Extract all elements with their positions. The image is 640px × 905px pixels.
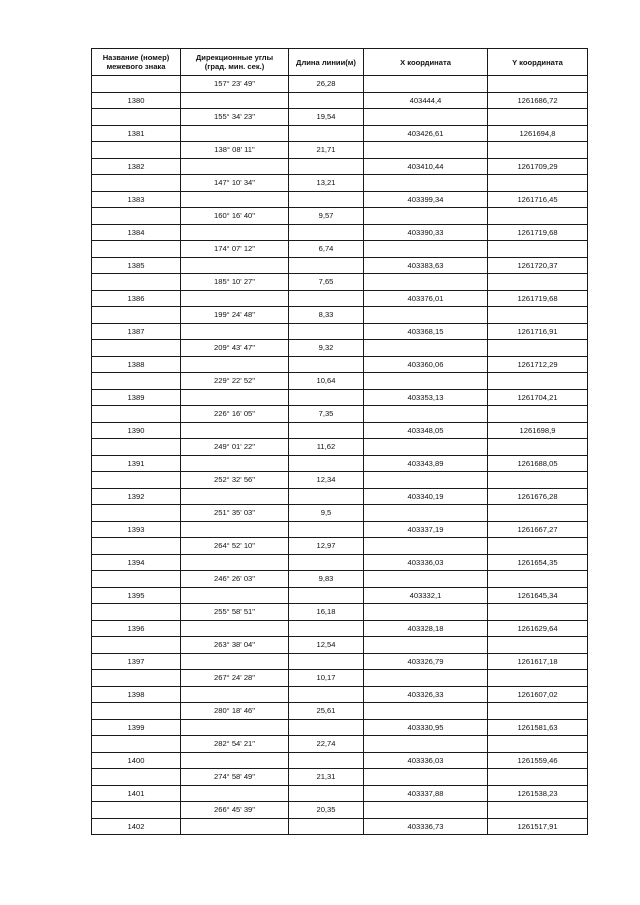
cell-point-name [92, 670, 181, 687]
header-line-length: Длина линии(м) [289, 49, 364, 76]
cell-direction-angle: 274° 58' 49" [181, 769, 289, 786]
cell-y-coordinate [488, 175, 588, 192]
table-row [92, 142, 588, 159]
cell-line-length: 21,31 [289, 769, 364, 786]
cell-direction-angle [181, 521, 289, 538]
cell-point-name: 1388 [92, 356, 181, 373]
cell-direction-angle: 282° 54' 21" [181, 736, 289, 753]
table-row [92, 455, 588, 472]
cell-x-coordinate: 403336,73 [364, 818, 488, 835]
cell-direction-angle [181, 257, 289, 274]
cell-direction-angle: 246° 26' 03" [181, 571, 289, 588]
header-direction-angle [181, 49, 289, 76]
cell-direction-angle [181, 686, 289, 703]
cell-x-coordinate [364, 142, 488, 159]
cell-direction-angle: 147° 10' 34" [181, 175, 289, 192]
cell-direction-angle [181, 587, 289, 604]
cell-x-coordinate: 403336,03 [364, 752, 488, 769]
table-row [92, 340, 588, 357]
cell-direction-angle [181, 488, 289, 505]
cell-line-length [289, 422, 364, 439]
cell-line-length [289, 257, 364, 274]
header-direction-angle-line1: Дирекционные углы [195, 53, 274, 62]
table-row [92, 802, 588, 819]
cell-point-name: 1401 [92, 785, 181, 802]
cell-y-coordinate: 1261704,21 [488, 389, 588, 406]
cell-y-coordinate [488, 439, 588, 456]
cell-direction-angle: 199° 24' 48" [181, 307, 289, 324]
cell-line-length [289, 818, 364, 835]
cell-point-name: 1380 [92, 92, 181, 109]
cell-x-coordinate: 403326,33 [364, 686, 488, 703]
cell-point-name: 1390 [92, 422, 181, 439]
cell-point-name: 1386 [92, 290, 181, 307]
cell-point-name: 1400 [92, 752, 181, 769]
cell-x-coordinate [364, 571, 488, 588]
cell-point-name [92, 208, 181, 225]
cell-x-coordinate: 403353,13 [364, 389, 488, 406]
cell-line-length: 26,28 [289, 76, 364, 93]
cell-line-length [289, 488, 364, 505]
cell-x-coordinate: 403383,63 [364, 257, 488, 274]
cell-y-coordinate [488, 208, 588, 225]
cell-x-coordinate [364, 538, 488, 555]
cell-x-coordinate: 403390,33 [364, 224, 488, 241]
table-body [92, 76, 588, 835]
cell-line-length [289, 521, 364, 538]
cell-x-coordinate: 403332,1 [364, 587, 488, 604]
table-row [92, 389, 588, 406]
cell-x-coordinate: 403326,79 [364, 653, 488, 670]
table-row [92, 274, 588, 291]
cell-direction-angle: 249° 01' 22" [181, 439, 289, 456]
cell-line-length: 12,97 [289, 538, 364, 555]
cell-line-length [289, 191, 364, 208]
cell-direction-angle: 267° 24' 28" [181, 670, 289, 687]
cell-direction-angle [181, 620, 289, 637]
cell-x-coordinate: 403343,89 [364, 455, 488, 472]
cell-point-name: 1398 [92, 686, 181, 703]
cell-direction-angle [181, 422, 289, 439]
table-row [92, 356, 588, 373]
cell-line-length: 13,21 [289, 175, 364, 192]
cell-point-name: 1395 [92, 587, 181, 604]
cell-y-coordinate [488, 274, 588, 291]
cell-y-coordinate [488, 670, 588, 687]
cell-direction-angle [181, 290, 289, 307]
cell-x-coordinate [364, 472, 488, 489]
cell-line-length [289, 356, 364, 373]
cell-point-name [92, 241, 181, 258]
cell-y-coordinate: 1261719,68 [488, 290, 588, 307]
table-row [92, 620, 588, 637]
table-row [92, 323, 588, 340]
table-row [92, 736, 588, 753]
cell-line-length: 25,61 [289, 703, 364, 720]
table-row [92, 818, 588, 835]
table-row [92, 241, 588, 258]
cell-direction-angle [181, 125, 289, 142]
table-row [92, 373, 588, 390]
cell-y-coordinate [488, 340, 588, 357]
cell-y-coordinate [488, 571, 588, 588]
table-row [92, 785, 588, 802]
table-row [92, 604, 588, 621]
cell-x-coordinate [364, 802, 488, 819]
table-row [92, 422, 588, 439]
cell-line-length: 11,62 [289, 439, 364, 456]
cell-x-coordinate [364, 76, 488, 93]
cell-line-length [289, 224, 364, 241]
cell-y-coordinate: 1261517,91 [488, 818, 588, 835]
cell-direction-angle [181, 224, 289, 241]
cell-x-coordinate [364, 373, 488, 390]
cell-y-coordinate [488, 802, 588, 819]
cell-x-coordinate [364, 241, 488, 258]
cell-line-length: 12,54 [289, 637, 364, 654]
header-row [92, 49, 588, 76]
cell-y-coordinate [488, 604, 588, 621]
cell-x-coordinate: 403399,34 [364, 191, 488, 208]
cell-x-coordinate [364, 703, 488, 720]
cell-line-length: 22,74 [289, 736, 364, 753]
table-row [92, 191, 588, 208]
cell-point-name [92, 109, 181, 126]
cell-direction-angle [181, 653, 289, 670]
cell-point-name [92, 472, 181, 489]
table-row [92, 587, 588, 604]
cell-line-length: 21,71 [289, 142, 364, 159]
cell-y-coordinate: 1261654,35 [488, 554, 588, 571]
cell-line-length: 9,57 [289, 208, 364, 225]
cell-direction-angle [181, 554, 289, 571]
cell-x-coordinate: 403330,95 [364, 719, 488, 736]
cell-line-length [289, 92, 364, 109]
cell-direction-angle: 157° 23' 49" [181, 76, 289, 93]
cell-direction-angle: 263° 38' 04" [181, 637, 289, 654]
table-row [92, 538, 588, 555]
cell-point-name [92, 703, 181, 720]
cell-y-coordinate [488, 406, 588, 423]
cell-line-length [289, 719, 364, 736]
cell-point-name: 1385 [92, 257, 181, 274]
header-x-coordinate: X координата [364, 49, 488, 76]
cell-line-length: 9,5 [289, 505, 364, 522]
cell-line-length: 9,83 [289, 571, 364, 588]
cell-x-coordinate [364, 769, 488, 786]
cell-y-coordinate [488, 538, 588, 555]
cell-y-coordinate [488, 373, 588, 390]
table-row [92, 670, 588, 687]
table-row [92, 505, 588, 522]
cell-point-name [92, 406, 181, 423]
cell-x-coordinate: 403348,05 [364, 422, 488, 439]
cell-y-coordinate: 1261617,18 [488, 653, 588, 670]
cell-line-length [289, 554, 364, 571]
header-point-name-line1: Название (номер) [102, 53, 170, 62]
cell-line-length: 19,54 [289, 109, 364, 126]
cell-direction-angle: 266° 45' 39" [181, 802, 289, 819]
cell-line-length: 7,35 [289, 406, 364, 423]
cell-direction-angle: 155° 34' 23" [181, 109, 289, 126]
table-row [92, 439, 588, 456]
cell-point-name: 1392 [92, 488, 181, 505]
cell-direction-angle [181, 818, 289, 835]
cell-y-coordinate [488, 142, 588, 159]
cell-x-coordinate [364, 340, 488, 357]
table-row [92, 686, 588, 703]
cell-y-coordinate: 1261667,27 [488, 521, 588, 538]
cell-point-name [92, 274, 181, 291]
cell-point-name: 1402 [92, 818, 181, 835]
cell-y-coordinate [488, 703, 588, 720]
cell-x-coordinate: 403337,19 [364, 521, 488, 538]
cell-direction-angle [181, 356, 289, 373]
cell-x-coordinate [364, 406, 488, 423]
cell-direction-angle: 229° 22' 52" [181, 373, 289, 390]
cell-point-name: 1387 [92, 323, 181, 340]
cell-y-coordinate: 1261712,29 [488, 356, 588, 373]
cell-y-coordinate: 1261676,28 [488, 488, 588, 505]
cell-point-name [92, 439, 181, 456]
cell-point-name [92, 175, 181, 192]
cell-y-coordinate [488, 769, 588, 786]
cell-point-name [92, 637, 181, 654]
cell-direction-angle: 185° 10' 27" [181, 274, 289, 291]
cell-line-length [289, 620, 364, 637]
cell-point-name [92, 538, 181, 555]
cell-y-coordinate [488, 637, 588, 654]
coordinates-table [91, 48, 588, 835]
header-point-name [92, 49, 181, 76]
cell-direction-angle: 251° 35' 03" [181, 505, 289, 522]
table-row [92, 257, 588, 274]
header-y-coordinate: Y координата [488, 49, 588, 76]
table-row [92, 125, 588, 142]
cell-y-coordinate [488, 307, 588, 324]
cell-direction-angle [181, 158, 289, 175]
table-row [92, 521, 588, 538]
table-row [92, 224, 588, 241]
cell-direction-angle: 226° 16' 05" [181, 406, 289, 423]
cell-direction-angle: 264° 52' 10" [181, 538, 289, 555]
cell-point-name: 1383 [92, 191, 181, 208]
cell-x-coordinate [364, 670, 488, 687]
cell-x-coordinate: 403376,01 [364, 290, 488, 307]
cell-y-coordinate: 1261694,8 [488, 125, 588, 142]
cell-y-coordinate: 1261716,91 [488, 323, 588, 340]
table-row [92, 637, 588, 654]
table-row [92, 554, 588, 571]
cell-line-length [289, 455, 364, 472]
cell-line-length [289, 323, 364, 340]
cell-y-coordinate: 1261538,23 [488, 785, 588, 802]
cell-line-length [289, 686, 364, 703]
cell-point-name: 1384 [92, 224, 181, 241]
cell-point-name [92, 769, 181, 786]
cell-y-coordinate: 1261698,9 [488, 422, 588, 439]
cell-y-coordinate: 1261709,29 [488, 158, 588, 175]
table-row [92, 307, 588, 324]
header-direction-angle-line2: (град. мин. сек.) [204, 62, 265, 71]
cell-x-coordinate [364, 637, 488, 654]
cell-point-name: 1397 [92, 653, 181, 670]
cell-x-coordinate: 403410,44 [364, 158, 488, 175]
cell-x-coordinate [364, 736, 488, 753]
cell-line-length: 6,74 [289, 241, 364, 258]
cell-x-coordinate: 403336,03 [364, 554, 488, 571]
table-row [92, 76, 588, 93]
cell-direction-angle [181, 719, 289, 736]
cell-point-name: 1393 [92, 521, 181, 538]
cell-point-name [92, 571, 181, 588]
cell-line-length: 12,34 [289, 472, 364, 489]
cell-line-length: 10,64 [289, 373, 364, 390]
cell-x-coordinate [364, 505, 488, 522]
cell-x-coordinate: 403337,88 [364, 785, 488, 802]
cell-direction-angle: 280° 18' 46" [181, 703, 289, 720]
cell-y-coordinate: 1261629,64 [488, 620, 588, 637]
cell-x-coordinate [364, 208, 488, 225]
cell-x-coordinate [364, 109, 488, 126]
cell-direction-angle [181, 455, 289, 472]
cell-direction-angle: 160° 16' 40" [181, 208, 289, 225]
cell-direction-angle: 209° 43' 47" [181, 340, 289, 357]
cell-y-coordinate [488, 472, 588, 489]
cell-line-length: 7,65 [289, 274, 364, 291]
cell-direction-angle: 138° 08' 11" [181, 142, 289, 159]
cell-line-length [289, 785, 364, 802]
table-row [92, 653, 588, 670]
cell-y-coordinate [488, 505, 588, 522]
cell-y-coordinate: 1261645,34 [488, 587, 588, 604]
table-row [92, 769, 588, 786]
cell-point-name: 1396 [92, 620, 181, 637]
cell-point-name [92, 505, 181, 522]
cell-y-coordinate [488, 109, 588, 126]
cell-line-length [289, 158, 364, 175]
cell-y-coordinate: 1261720,37 [488, 257, 588, 274]
table-header [92, 49, 588, 76]
cell-point-name: 1399 [92, 719, 181, 736]
cell-point-name: 1381 [92, 125, 181, 142]
cell-x-coordinate: 403340,19 [364, 488, 488, 505]
cell-x-coordinate [364, 307, 488, 324]
cell-y-coordinate: 1261581,63 [488, 719, 588, 736]
cell-x-coordinate: 403328,18 [364, 620, 488, 637]
table-row [92, 752, 588, 769]
table-row [92, 208, 588, 225]
table-row [92, 175, 588, 192]
cell-point-name [92, 76, 181, 93]
cell-line-length [289, 125, 364, 142]
cell-point-name: 1389 [92, 389, 181, 406]
cell-point-name: 1382 [92, 158, 181, 175]
cell-line-length [289, 290, 364, 307]
cell-y-coordinate: 1261686,72 [488, 92, 588, 109]
table-row [92, 488, 588, 505]
header-point-name-line2: межевого знака [106, 62, 166, 71]
cell-point-name [92, 736, 181, 753]
cell-y-coordinate [488, 736, 588, 753]
cell-y-coordinate: 1261559,46 [488, 752, 588, 769]
cell-x-coordinate: 403426,61 [364, 125, 488, 142]
cell-direction-angle [181, 191, 289, 208]
cell-line-length [289, 587, 364, 604]
cell-line-length: 9,32 [289, 340, 364, 357]
table-row [92, 290, 588, 307]
cell-direction-angle [181, 785, 289, 802]
cell-x-coordinate [364, 274, 488, 291]
cell-line-length [289, 752, 364, 769]
cell-line-length [289, 653, 364, 670]
table-row [92, 472, 588, 489]
table-row [92, 719, 588, 736]
cell-line-length [289, 389, 364, 406]
cell-y-coordinate: 1261719,68 [488, 224, 588, 241]
cell-direction-angle: 174° 07' 12" [181, 241, 289, 258]
cell-point-name [92, 604, 181, 621]
cell-line-length: 16,18 [289, 604, 364, 621]
cell-point-name: 1391 [92, 455, 181, 472]
cell-line-length: 10,17 [289, 670, 364, 687]
cell-x-coordinate: 403444,4 [364, 92, 488, 109]
cell-point-name [92, 142, 181, 159]
cell-direction-angle [181, 752, 289, 769]
cell-point-name [92, 802, 181, 819]
cell-direction-angle [181, 389, 289, 406]
table-row [92, 571, 588, 588]
cell-y-coordinate: 1261688,05 [488, 455, 588, 472]
table-row [92, 109, 588, 126]
cell-point-name [92, 373, 181, 390]
table-row [92, 92, 588, 109]
cell-y-coordinate [488, 241, 588, 258]
cell-x-coordinate [364, 175, 488, 192]
table-row [92, 406, 588, 423]
cell-x-coordinate [364, 604, 488, 621]
cell-x-coordinate: 403368,15 [364, 323, 488, 340]
cell-point-name [92, 340, 181, 357]
cell-direction-angle [181, 92, 289, 109]
cell-point-name: 1394 [92, 554, 181, 571]
cell-point-name [92, 307, 181, 324]
cell-y-coordinate [488, 76, 588, 93]
cell-direction-angle: 255° 58' 51" [181, 604, 289, 621]
table-row [92, 158, 588, 175]
cell-y-coordinate: 1261607,02 [488, 686, 588, 703]
table-row [92, 703, 588, 720]
cell-line-length: 8,33 [289, 307, 364, 324]
cell-x-coordinate: 403360,06 [364, 356, 488, 373]
cell-x-coordinate [364, 439, 488, 456]
cell-direction-angle: 252° 32' 56" [181, 472, 289, 489]
cell-y-coordinate: 1261716,45 [488, 191, 588, 208]
cell-line-length: 20,35 [289, 802, 364, 819]
cell-direction-angle [181, 323, 289, 340]
